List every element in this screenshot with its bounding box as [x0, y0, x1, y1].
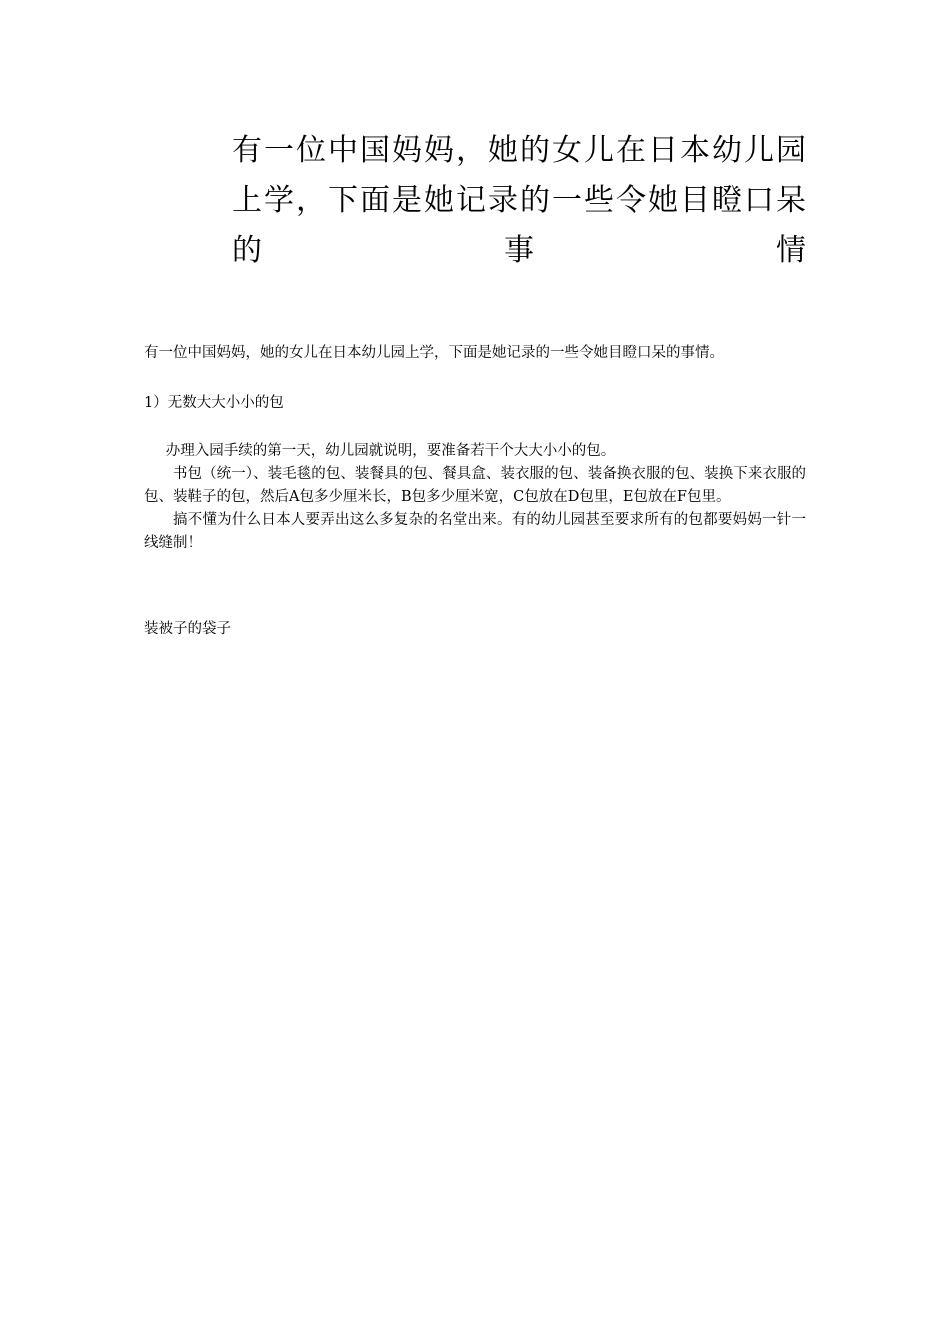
- title-line-1: 有一位中国妈妈，她的女儿在日本幼儿园: [232, 133, 806, 168]
- section-body: [144, 440, 806, 555]
- title-line-3: 的 事 情: [232, 233, 806, 268]
- paragraph-2: 书包（统一）、装毛毯的包、装餐具的包、餐具盒、装衣服的包、装备换衣服的包、装换下来衣服的包、装鞋子的包，然后A包多少厘米长，B包多少厘米宽，C包放在D包里，E包放在F包里。: [144, 466, 806, 505]
- section-heading: 1）无数大大小小的包: [144, 395, 284, 411]
- intro-paragraph: 有一位中国妈妈，她的女儿在日本幼儿园上学，下面是她记录的一些令她目瞪口呆的事情。: [144, 345, 724, 361]
- title-line-2: 上学，下面是她记录的一些令她目瞪口呆: [232, 183, 806, 218]
- subheading: 装被子的袋子: [144, 621, 231, 637]
- paragraph-1: 办理入园手续的第一天，幼儿园就说明，要准备若干个大大小小的包。: [165, 443, 616, 459]
- paragraph-3: 搞不懂为什么日本人要弄出这么多复杂的名堂出来。有的幼儿园甚至要求所有的包都要妈妈一针一线缝制！: [144, 512, 806, 551]
- document-title: [232, 126, 806, 276]
